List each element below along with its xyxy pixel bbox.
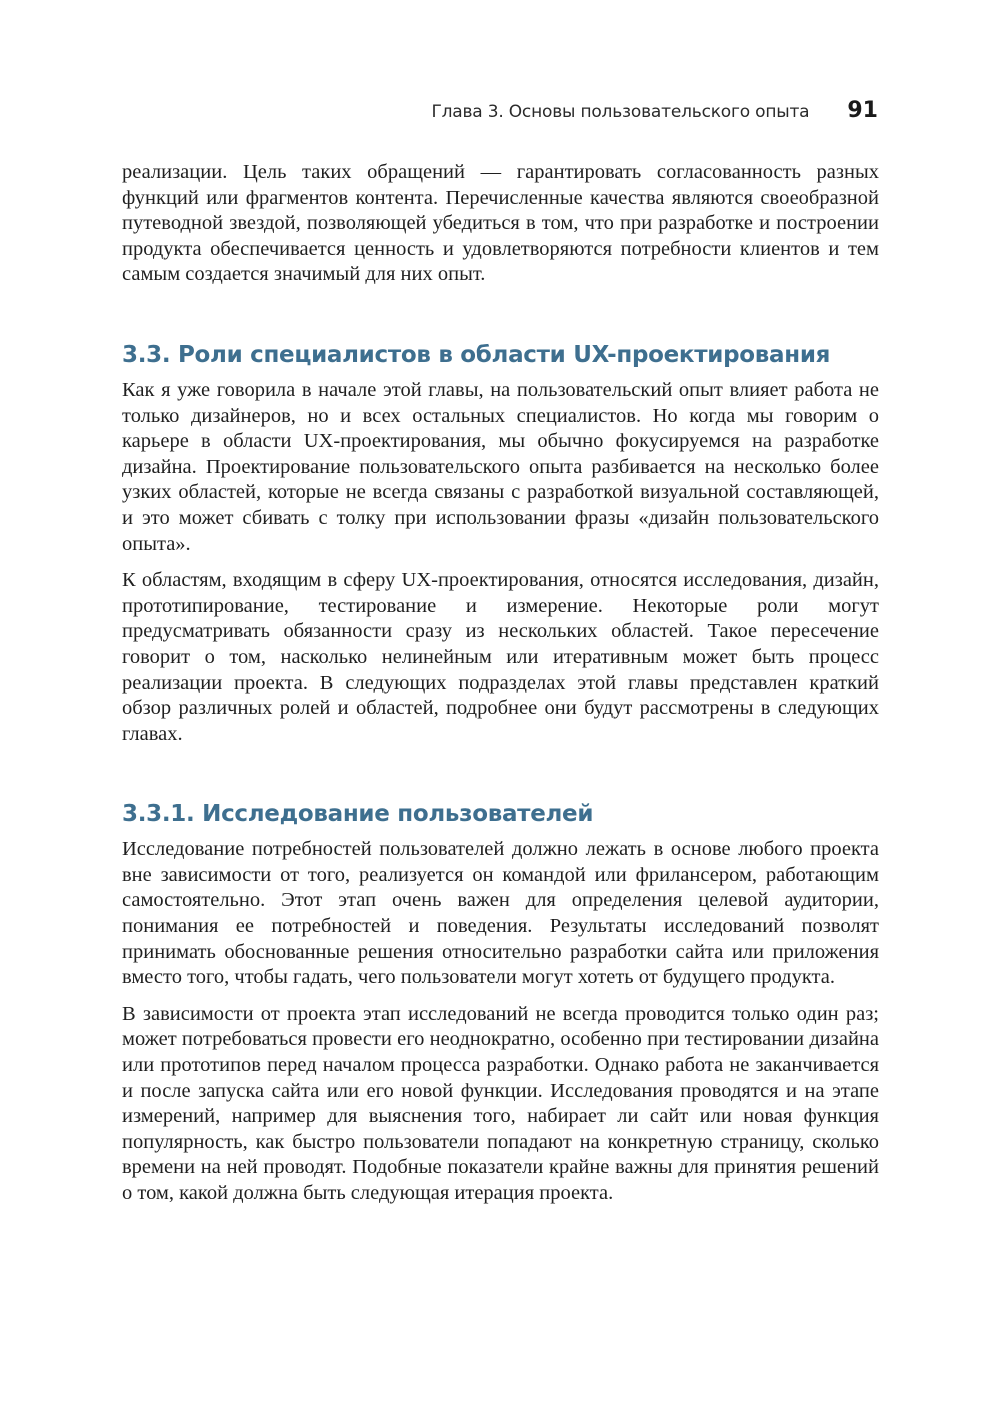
section-3-3-paragraph-1: Как я уже говорила в начале этой главы, на пользовательский опыт влияет работа не только дизайнеров, но и всех остальных специалистов. Но когда мы говорим о карьере в области UX-проектирования, мы обычно фокусируемся на разработке дизайна. Проектирование пользовательского опыта разбивается на несколько более узких областей, которые не всегда связаны с разработкой визуальной составляющей, и это может сбивать с толку при использовании фразы «дизайн пользовательского опыта». [122, 378, 879, 555]
section-heading-3-3: 3.3. Роли специалистов в области UX-проектирования [122, 341, 831, 368]
section-3-3-1-paragraph-2: В зависимости от проекта этап исследований не всегда проводится только один раз; может потребоваться провести его неоднократно, особенно при тестировании дизайна или прототипов перед началом процесса разработки. Однако работа не заканчивается и после запуска сайта или его новой функции. Исследования проводятся и на этапе измерений, например для выяснения того, набирает ли сайт или новая функция популярность, как быстро пользователи попадают на конкретную страницу, сколько времени на ней проводят. Подобные показатели крайне важны для принятия решений о том, какой должна быть следующая итерация проекта. [122, 1002, 879, 1204]
page-content [122, 160, 879, 1218]
page-number: 91 [847, 98, 878, 123]
section-3-3-1-paragraph-1: Исследование потребностей пользователей должно лежать в основе любого проекта вне зависимости от того, реализуется он командой или фрилансером, работающим самостоятельно. Этот этап очень важен для определения целевой аудитории, понимания ее потребностей и поведения. Результаты исследований позволят принимать обоснованные решения относительно разработки сайта или приложения вместо того, чтобы гадать, чего пользователи могут хотеть от будущего продукта. [122, 838, 879, 989]
running-title: Глава 3. Основы пользовательского опыта [431, 102, 810, 122]
intro-paragraph: реализации. Цель таких обращений — гарантировать согласованность разных функций или фрагментов контента. Перечисленные качества являются своеобразной путеводной звездой, позволяющей убедиться в том, что при разработке и построении продукта обеспечивается ценность и удовлетворяются потребности клиентов и тем самым создается значимый для них опыт. [122, 161, 879, 286]
running-header [431, 98, 878, 123]
section-3-3-paragraph-2: К областям, входящим в сферу UX-проектирования, относятся исследования, дизайн, прототипирование, тестирование и измерение. Некоторые роли могут предусматривать обязанности сразу из нескольких областей. Такое пересечение говорит о том, насколько нелинейным или итеративным может быть процесс реализации проекта. В следующих подразделах этой главы представлен краткий обзор различных ролей и областей, подробнее они будут рассмотрены в следующих главах. [122, 569, 879, 745]
section-heading-3-3-1: 3.3.1. Исследование пользователей [122, 801, 594, 828]
